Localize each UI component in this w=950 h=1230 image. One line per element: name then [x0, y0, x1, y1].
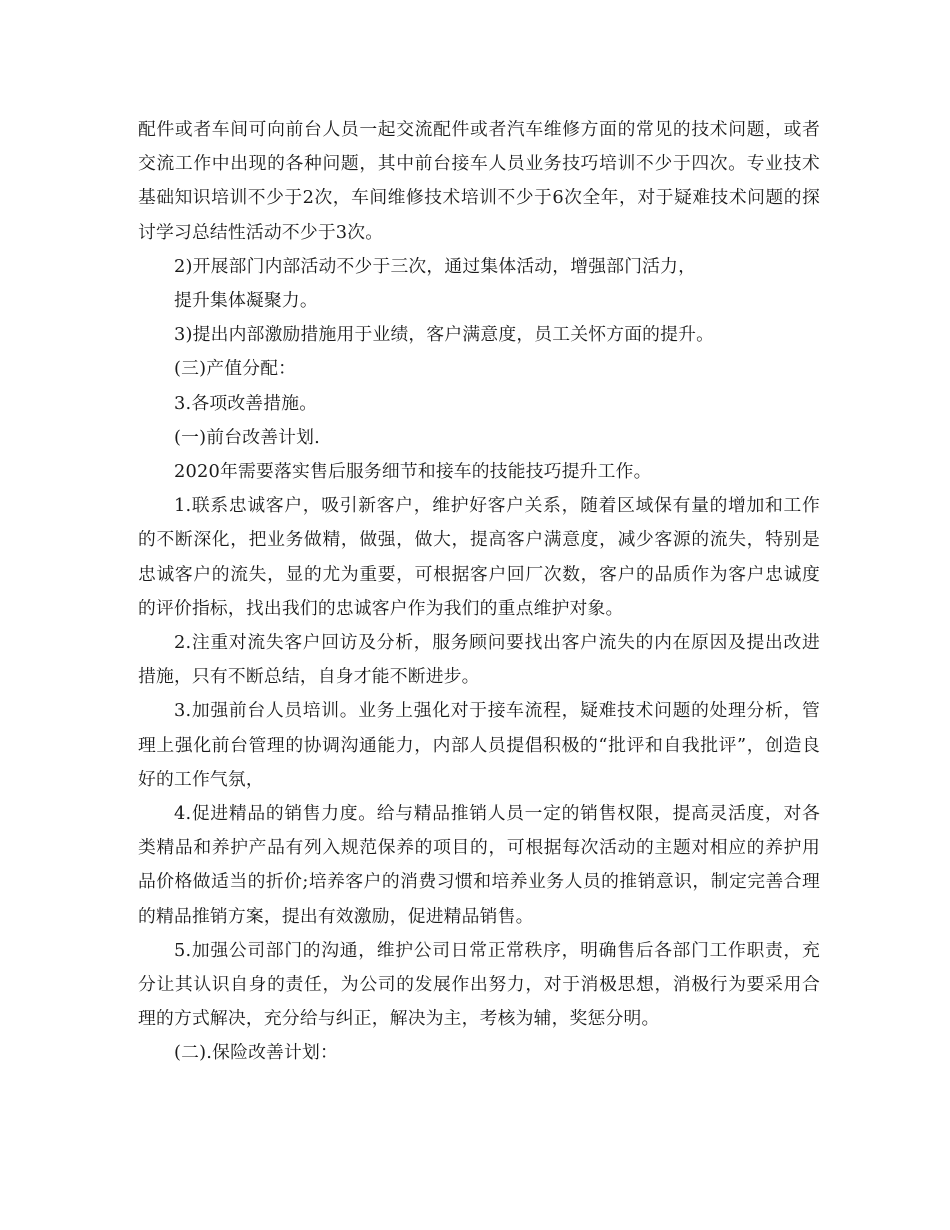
paragraph-point-2-lost-customers: 2.注重对流失客户回访及分析，服务顾问要找出客户流失的内在原因及提出改进措施，只有不断总结，自身才能不断进步。 [138, 632, 820, 688]
paragraph-point-1-loyal-customers: 1.联系忠诚客户，吸引新客户，维护好客户关系，随着区域保有量的增加和工作的不断深化，把业务做精，做强，做大，提高客户满意度，减少客源的流失，特别是忠诚客户的流失，显的尤为重要，可根据客户回厂次数，客户的品质作为客户忠诚度的评价指标，找出我们的忠诚客户作为我们的重点维护对象。 [138, 495, 820, 619]
paragraph-item-2-continuation: 提升集体凝聚力。 [174, 290, 318, 312]
paragraph-training-continuation: 配件或者车间可向前台人员一起交流配件或者汽车维修方面的常见的技术问题，或者交流工作中出现的各种问题，其中前台接车人员业务技巧培训不少于四次。专业技术基础知识培训不少于2次，车间维修技术培训不少于6次全年，对于疑难技术问题的探讨学习总结性活动不少于3次。 [138, 119, 820, 243]
paragraph-item-3-incentives: 3)提出内部激励措施用于业绩，客户满意度，员工关怀方面的提升。 [174, 324, 715, 346]
heading-insurance-plan: (二).保险改善计划： [174, 1042, 338, 1064]
document-page [138, 113, 820, 1071]
paragraph-item-2-activities: 2)开展部门内部活动不少于三次，通过集体活动，增强部门活力， [174, 255, 697, 277]
paragraph-point-4-sales: 4.促进精品的销售力度。给与精品推销人员一定的销售权限，提高灵活度，对各类精品和养护产品有列入规范保养的项目的，可根据每次活动的主题对相应的养护用品价格做适当的折价;培养客户的消费习惯和培养业务人员的推销意识，制定完善合理的精品推销方案，提出有效激励，促进精品销售。 [138, 803, 820, 927]
paragraph-point-5-communication: 5.加强公司部门的沟通，维护公司日常正常秩序，明确售后各部门工作职责，充分让其认识自身的责任，为公司的发展作出努力，对于消极思想，消极行为要采用合理的方式解决，充分给与纠正，解决为主，考核为辅，奖惩分明。 [138, 939, 820, 1030]
heading-improvement-measures: 3.各项改善措施。 [174, 392, 318, 414]
paragraph-2020-goal: 2020年需要落实售后服务细节和接车的技能技巧提升工作。 [174, 461, 652, 483]
paragraph-point-3-training: 3.加强前台人员培训。业务上强化对于接车流程，疑难技术问题的处理分析，管理上强化前台管理的协调沟通能力，内部人员提倡积极的“批评和自我批评”，创造良好的工作气氛， [138, 700, 820, 790]
heading-front-desk-plan: (一)前台改善计划. [174, 426, 320, 448]
heading-output-allocation: (三)产值分配： [174, 358, 297, 380]
